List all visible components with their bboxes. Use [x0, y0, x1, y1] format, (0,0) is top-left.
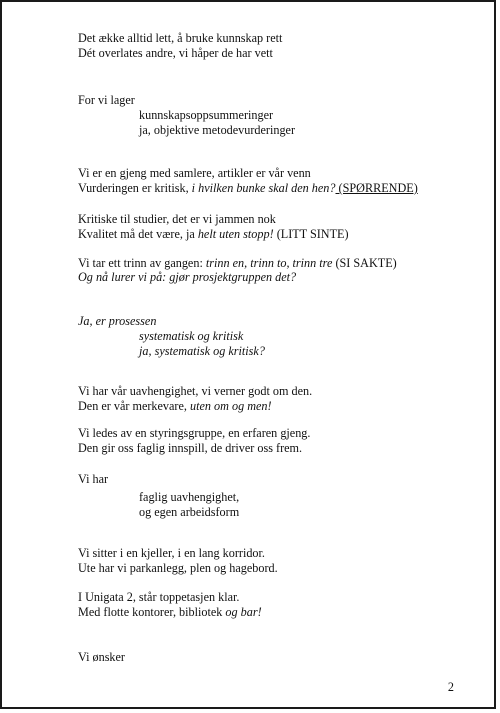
stanza1-line2: Dét overlates andre, vi håper de har vett: [78, 46, 273, 60]
stanza4-line1: Kritiske til studier, det er vi jammen nok: [78, 212, 276, 226]
stanza4-line2: [78, 227, 349, 241]
stanza8-line2: Den gir oss faglig innspill, de driver oss frem.: [78, 441, 303, 455]
stanza3-line1: Vi er en gjeng med samlere, artikler er vår venn: [78, 166, 311, 180]
stanza5-line1-stage-note: (SI SAKTE): [332, 256, 397, 270]
stanza3-line2: [78, 181, 418, 195]
stanza2-line2: kunnskapsoppsummeringer: [139, 108, 274, 122]
stanza4-line2-plain: Kvalitet må det være, ja: [78, 227, 198, 241]
stanza1-line1: Det ække alltid lett, å bruke kunnskap rett: [78, 31, 283, 45]
stanza12-line1: Vi ønsker: [78, 650, 125, 664]
stanza7-line2-italic: uten om og men!: [190, 399, 272, 413]
stanza5-line1: [78, 256, 397, 270]
stanza7-line2-plain: Den er vår merkevare,: [78, 399, 190, 413]
stanza11-line2: [78, 605, 262, 619]
stanza5-line1-plain: Vi tar ett trinn av gangen:: [78, 256, 206, 270]
stanza10-line1: Vi sitter i en kjeller, i en lang korridor.: [78, 546, 265, 560]
stanza3-line2-italic: i hvilken bunke skal den hen?: [191, 181, 336, 195]
page-number: 2: [447, 680, 454, 694]
stanza4-line2-stage-note: (LITT SINTE): [273, 227, 349, 241]
stanza9-line3: og egen arbeidsform: [139, 505, 240, 519]
stanza6-line1: Ja, er prosessen: [78, 314, 157, 328]
stanza10-line2: Ute har vi parkanlegg, plen og hagebord.: [78, 561, 278, 575]
stanza5-line2: Og nå lurer vi på: gjør prosjektgruppen det?: [78, 270, 297, 284]
stanza3-line2-plain: Vurderingen er kritisk,: [78, 181, 192, 195]
stanza8-line1: Vi ledes av en styringsgruppe, en erfaren gjeng.: [78, 426, 311, 440]
stanza4-line2-italic: helt uten stopp!: [197, 227, 274, 241]
stanza7-line1: Vi har vår uavhengighet, vi verner godt om den.: [78, 384, 313, 398]
stanza2-line3: ja, objektive metodevurderinger: [139, 123, 296, 137]
stanza3-line2-stage-note: (SPØRRENDE): [335, 181, 418, 195]
stanza9-line1: Vi har: [78, 472, 109, 486]
stanza6-line2: systematisk og kritisk: [139, 329, 244, 343]
stanza7-line2: [78, 399, 272, 413]
stanza9-line2: faglig uavhengighet,: [139, 490, 240, 504]
stanza6-line3: ja, systematisk og kritisk?: [139, 344, 265, 358]
stanza5-line1-italic: trinn en, trinn to, trinn tre: [205, 256, 333, 270]
stanza11-line2-plain: Med flotte kontorer, bibliotek: [78, 605, 226, 619]
stanza11-line1: I Unigata 2, står toppetasjen klar.: [78, 590, 240, 604]
stanza2-line1: For vi lager: [78, 93, 135, 107]
stanza11-line2-italic: og bar!: [225, 605, 262, 619]
